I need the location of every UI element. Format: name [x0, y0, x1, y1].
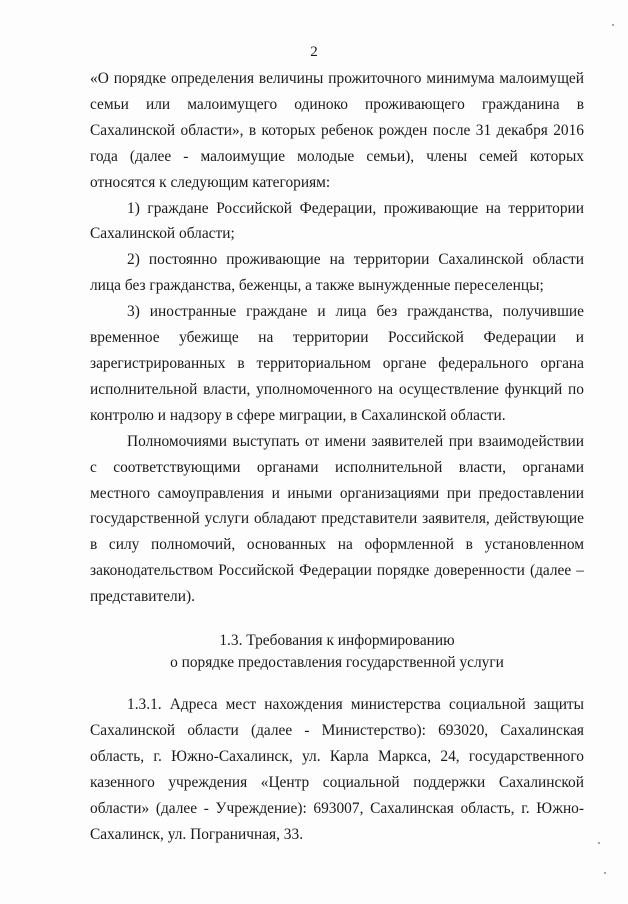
- scan-speck: [598, 842, 600, 844]
- list-item-2: 2) постоянно проживающие на территории Сахалинской области лица без гражданства, беженцы, а также вынужденные переселенцы;: [90, 251, 584, 295]
- list-item-1: 1) граждане Российской Федерации, проживающие на территории Сахалинской области;: [90, 199, 584, 243]
- section-heading-line-2: о порядке предоставления государственной услуги: [170, 654, 504, 672]
- scan-speck: [612, 24, 614, 26]
- paragraph-addresses: 1.3.1. Адреса мест нахождения министерства социальной защиты Сахалинской области (далее - Министерство): 693020, Сахалинская область, г. Южно-Сахалинск, ул. Карла Маркса, 24, государственного казенного учреждения «Центр социальной поддержки Сахалинской области» (далее - Учреждение): 693007, Сахалинская область, г. Южно-Сахалинск, ул. Пограничная, 33.: [90, 696, 584, 843]
- paragraph-intro-continuation: «О порядке определения величины прожиточного минимума малоимущей семьи или малоимущего одиноко проживающего гражданина в Сахалинской области», в которых ребенок рожден после 31 декабря 2016 года (далее - малоимущие молодые семьи), члены семей которых относятся к следующим категориям:: [90, 70, 584, 191]
- list-item-3: 3) иностранные граждане и лица без гражданства, получившие временное убежище на территории Российской Федерации и зарегистрированных в территориальном органе федерального органа исполнительной власти, уполномоченного на осуществление функций по контролю и надзору в сфере миграции, в Сахалинской области.: [90, 303, 584, 424]
- section-heading-line-1: 1.3. Требования к информированию: [219, 632, 455, 650]
- page-number: 2: [310, 44, 318, 60]
- paragraph-representatives: Полномочиями выступать от имени заявителей при взаимодействии с соответствующими органами исполнительной власти, органами местного самоуправления и иными организациями при предоставлении государственной услуги обладают представители заявителя, действующие в силу полномочий, основанных на оформленной в установленном законодательством Российской Федерации порядке доверенности (далее – представители).: [90, 432, 584, 606]
- scan-speck: [604, 872, 606, 874]
- section-heading: [90, 630, 584, 674]
- document-body: [90, 66, 584, 847]
